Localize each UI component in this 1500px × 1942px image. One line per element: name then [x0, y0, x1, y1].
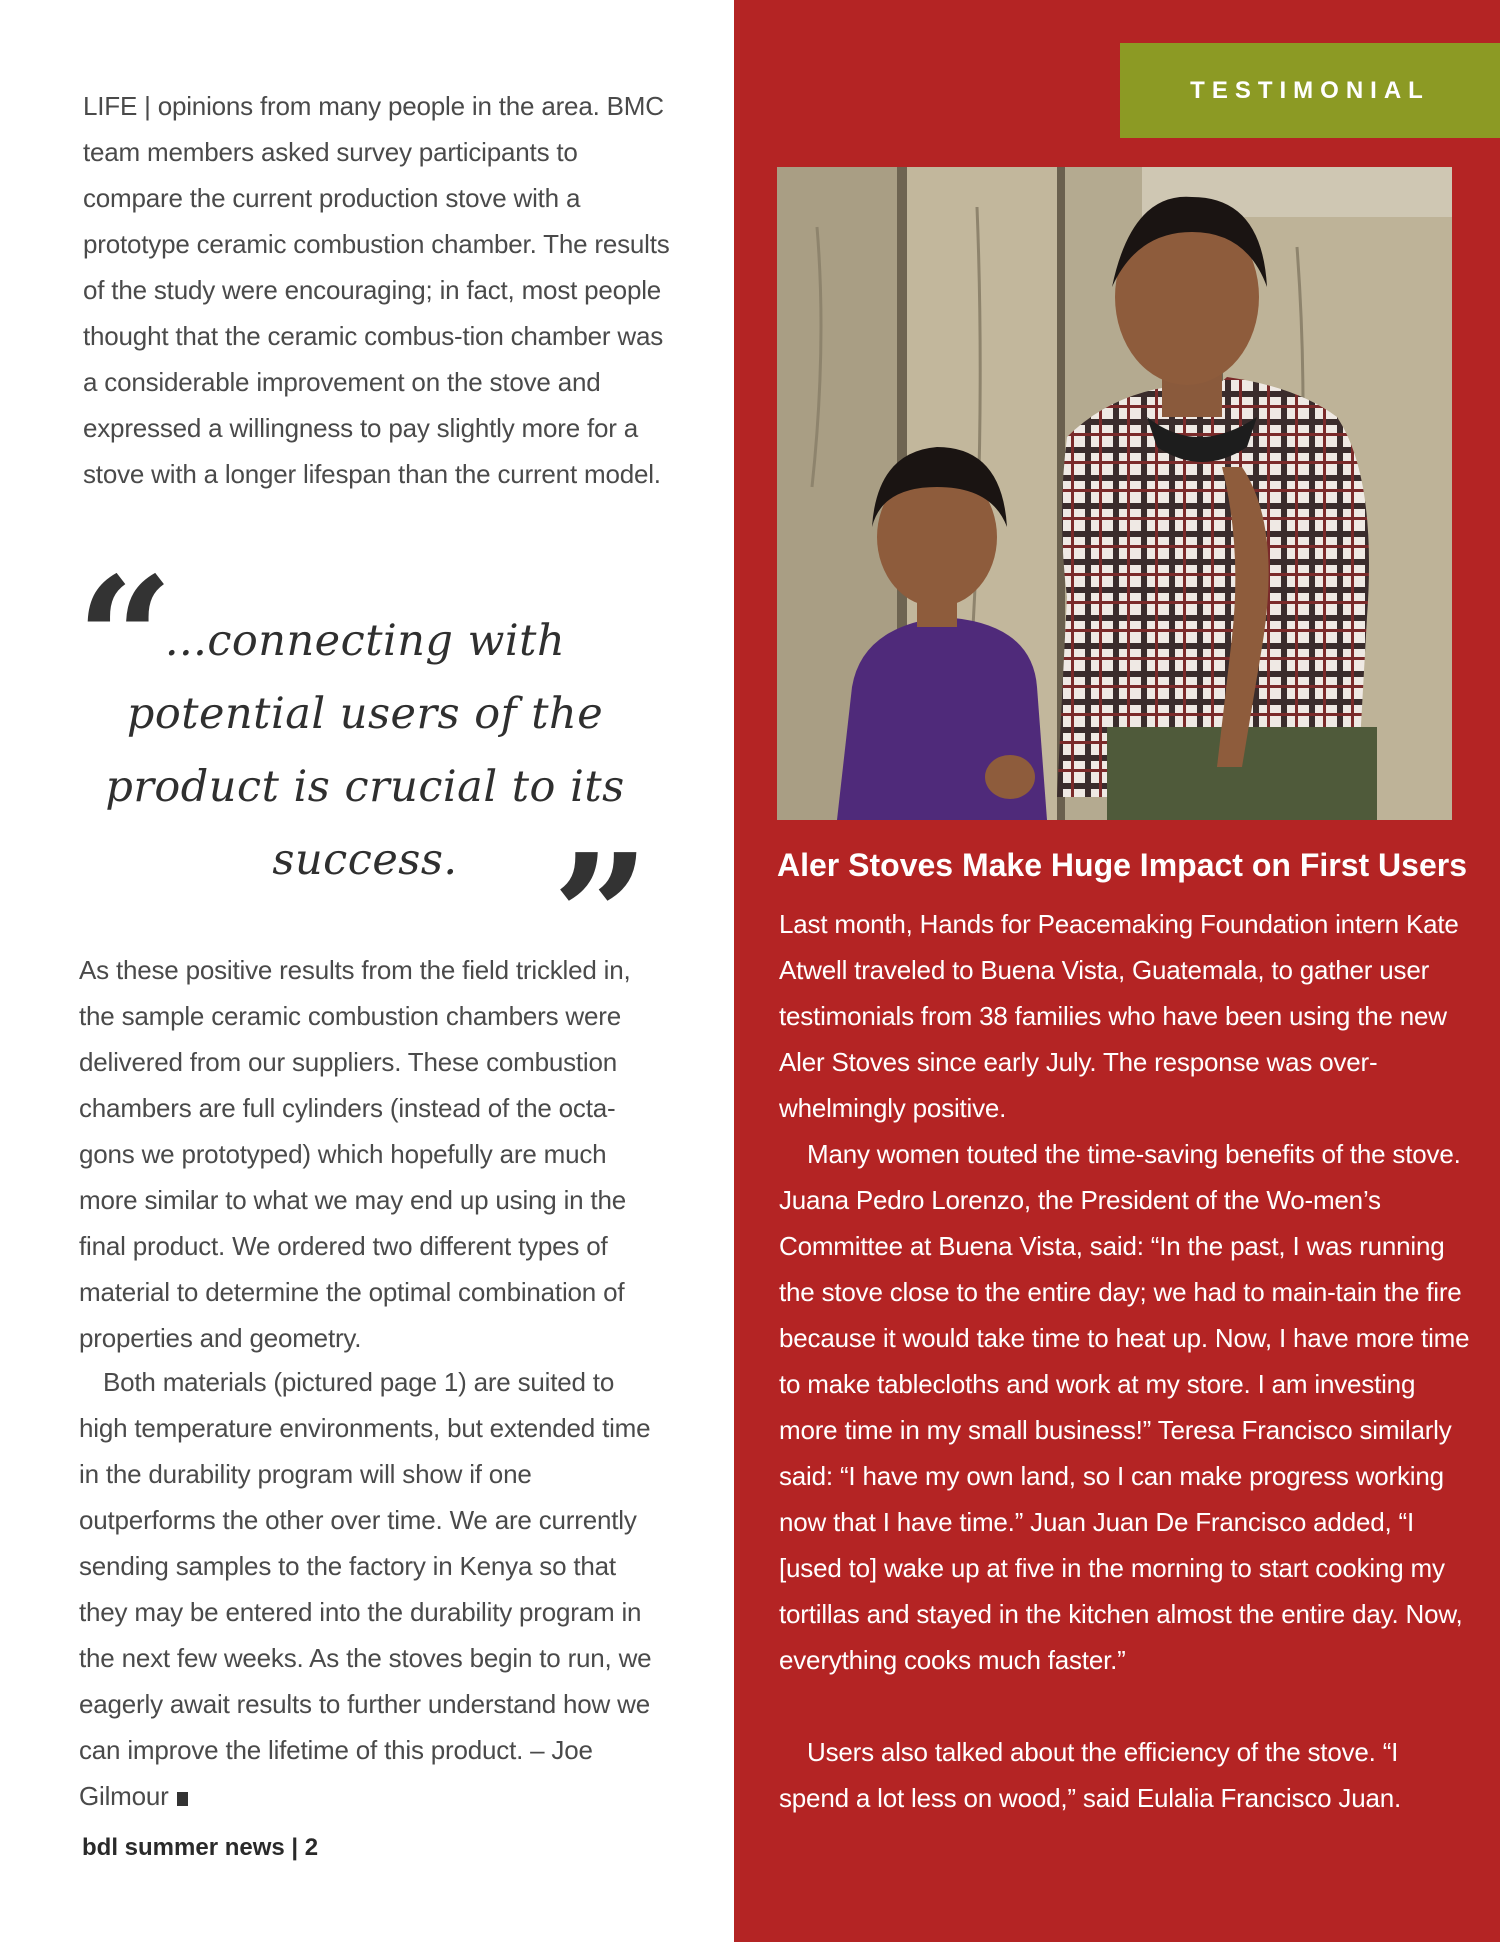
pull-quote: ...connecting with potential users of the product is crucial to its success. — [105, 616, 625, 885]
photo-illustration — [777, 167, 1452, 820]
page-footer: bdl summer news | 2 — [82, 1834, 319, 1861]
close-quote-mark-icon: ” — [552, 817, 650, 1017]
body-paragraph-2: As these positive results from the field trickled in, the sample ceramic combustion chambers were delivered from our suppliers. These combustion chambers are full cylinders (instead of the octa-gons we prototyped) which hopefully are much more similar to what we may end up using in the final product. We ordered two different types of material to determine the optimal combination of properties and geometry. — [79, 955, 631, 1353]
end-of-article-mark-icon — [177, 1792, 188, 1806]
testimonial-paragraph-3: Users also talked about the efficiency of the stove. “I spend a lot less on wood,” said Eulalia Francisco Juan. — [779, 1737, 1402, 1813]
testimonial-photo — [777, 167, 1452, 820]
section-tag: TESTIMONIAL — [1120, 43, 1500, 138]
body-paragraph-3 — [79, 1359, 669, 1819]
body-paragraph-3-text: Both materials (pictured page 1) are suited to high temperature environments, but extended time in the durability program will show if one outperforms the other over time. We are currently sending samples to the factory in Kenya so that they may be entered into the durability program in the next few weeks. As the stoves begin to run, we eagerly await results to further understand how we can improve the lifetime of this product. – Joe Gilmour — [79, 1367, 652, 1811]
testimonial-paragraph-2: Many women touted the time-saving benefits of the stove. Juana Pedro Lorenzo, the President of the Wo-men’s Committee at Buena Vista, said: “In the past, I was running the stove close to the entire day; we had to main-tain the fire because it would take time to heat up. Now, I have more time to make tablecloths and work at my store. I am investing more time in my small business!” Teresa Francisco similarly said: “I have my own land, so I can make progress working now that I have time.” Juan Juan De Francisco added, “I [used to] wake up at five in the morning to start cooking my tortillas and stayed in the kitchen almost the entire day. Now, everything cooks much faster.” — [779, 1139, 1470, 1675]
open-quote-mark-icon: “ — [76, 540, 174, 740]
testimonial-headline: Aler Stoves Make Huge Impact on First Users — [777, 847, 1467, 883]
testimonial-paragraph-1: Last month, Hands for Peacemaking Foundation intern Kate Atwell traveled to Buena Vista, Guatemala, to gather user testimonials from 38 families who have been using the new Aler Stoves since early July. The response was over-whelmingly positive. — [779, 909, 1459, 1123]
intro-paragraph: LIFE | opinions from many people in the area. BMC team members asked survey participants to compare the current production stove with a prototype ceramic combustion chamber. The results of the study were encouraging; in fact, most people thought that the ceramic combus-tion chamber was a considerable improvement on the stove and expressed a willingness to pay slightly more for a stove with a longer lifespan than the current model. — [83, 91, 670, 489]
